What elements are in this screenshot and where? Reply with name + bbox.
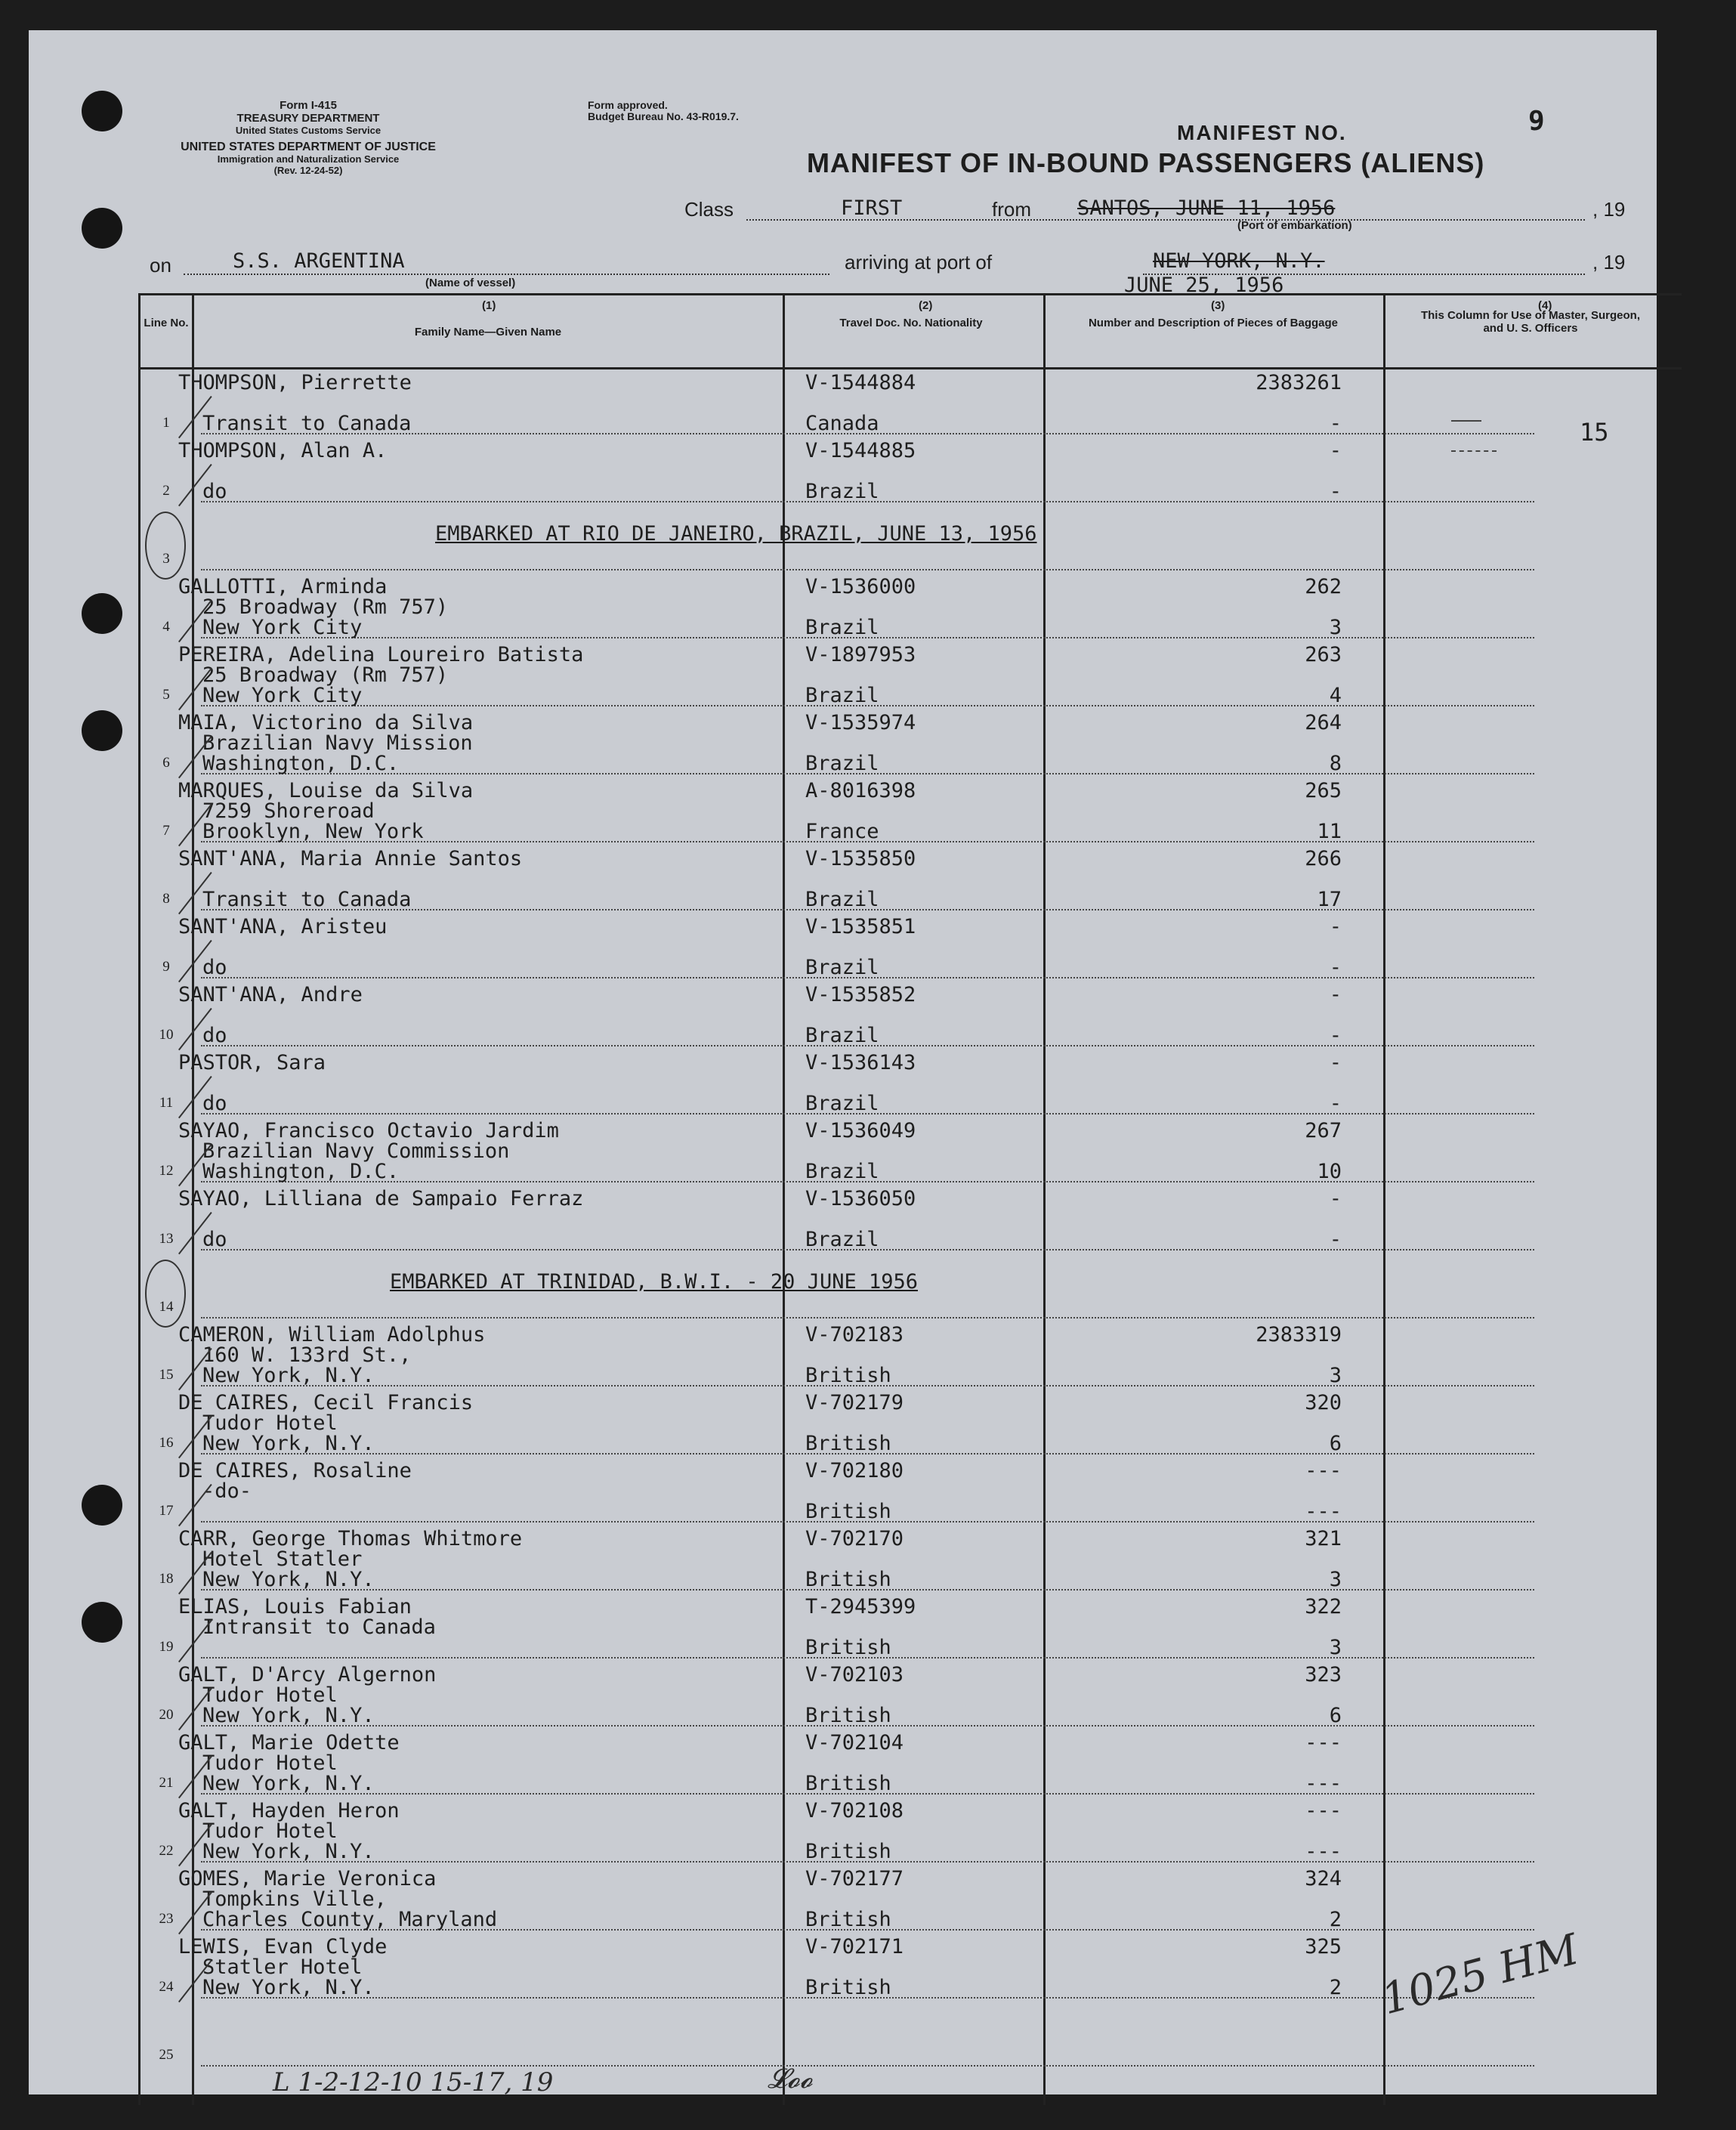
column-divider	[783, 295, 785, 2105]
baggage-pieces: -	[1329, 1228, 1342, 1251]
passenger-address: Brazilian Navy Mission	[202, 731, 473, 755]
passenger-address: Tompkins Ville,	[202, 1887, 387, 1911]
punch-hole	[82, 208, 122, 249]
arrival-date: JUNE 25, 1956	[1124, 274, 1284, 297]
line-number: 18	[159, 1571, 174, 1587]
handwritten-footer: L 1-2-12-10 15-17, 19	[273, 2067, 554, 2098]
passenger-destination: New York City	[202, 684, 363, 707]
baggage-pieces: -	[1329, 480, 1342, 503]
form-identification	[134, 100, 482, 176]
baggage-number: 265	[1305, 779, 1342, 802]
punch-hole	[82, 710, 122, 751]
nationality: Brazil	[805, 888, 879, 911]
baggage-pieces: 3	[1329, 1636, 1342, 1659]
passenger-destination: Washington, D.C.	[202, 1160, 400, 1183]
nationality: British	[805, 1704, 891, 1727]
treasury-dept: TREASURY DEPARTMENT	[236, 111, 380, 125]
baggage-number: ---	[1305, 1459, 1342, 1482]
passenger-name: GALT, Hayden Heron	[178, 1799, 400, 1822]
passenger-destination: Transit to Canada	[202, 888, 412, 911]
passenger-destination: New York, N.Y.	[202, 1364, 375, 1387]
line-number: 7	[162, 823, 170, 839]
passenger-address: Hotel Statler	[202, 1547, 363, 1571]
baggage-pieces: 10	[1317, 1160, 1342, 1183]
passenger-destination: do	[202, 1024, 227, 1047]
punch-hole	[82, 91, 122, 131]
line-number: 1	[162, 415, 170, 431]
line-number: 21	[159, 1775, 174, 1791]
baggage-number: 2383261	[1256, 371, 1342, 394]
immigration-service: Immigration and Naturalization Service	[217, 153, 400, 165]
passenger-address: Tudor Hotel	[202, 1411, 338, 1435]
passenger-name: PASTOR, Sara	[178, 1051, 326, 1074]
passenger-name: MARQUES, Louise da Silva	[178, 779, 474, 802]
nationality: Brazil	[805, 480, 879, 503]
passenger-address: Brazilian Navy Commission	[202, 1139, 510, 1163]
nationality: Brazil	[805, 1228, 879, 1251]
line-number: 17	[159, 1503, 174, 1519]
passenger-name: SANT'ANA, Maria Annie Santos	[178, 847, 523, 870]
circled-line-number	[145, 1260, 186, 1328]
port-of-embarkation: SANTOS, JUNE 11, 1956	[1077, 196, 1336, 220]
embarkation-section-heading: EMBARKED AT RIO DE JANEIRO, BRAZIL, JUNE 13, 1956	[435, 522, 1037, 546]
nationality: Brazil	[805, 956, 879, 979]
col-number: (2)	[919, 299, 933, 312]
line-number: 15	[159, 1367, 174, 1383]
handwritten-signature: 𝓛𝓸𝓸	[768, 2064, 813, 2094]
embarkation-section-heading: EMBARKED AT TRINIDAD, B.W.I. - 20 JUNE 1956	[390, 1270, 918, 1294]
class-value: FIRST	[841, 196, 903, 220]
passenger-destination: New York City	[202, 616, 363, 639]
passenger-name: GALLOTTI, Arminda	[178, 575, 388, 598]
passenger-table	[138, 293, 1682, 2105]
travel-doc-number: T-2945399	[805, 1595, 916, 1618]
nationality: France	[805, 820, 879, 843]
line-number: 10	[159, 1027, 174, 1043]
row-dotted-rule	[201, 569, 1534, 570]
travel-doc-number: V-1535851	[805, 915, 916, 938]
manifest-number: 9	[1528, 106, 1545, 137]
vessel-caption: (Name of vessel)	[425, 277, 516, 289]
travel-doc-number: V-1535850	[805, 847, 916, 870]
on-label: on	[150, 254, 171, 277]
travel-doc-number: V-702171	[805, 1935, 904, 1958]
travel-doc-number: V-1536143	[805, 1051, 916, 1074]
passenger-name: CAMERON, William Adolphus	[178, 1323, 486, 1346]
passenger-address: Tudor Hotel	[202, 1683, 338, 1707]
nationality: British	[805, 1840, 891, 1863]
passenger-name: THOMPSON, Alan A.	[178, 439, 388, 462]
from-label: from	[992, 198, 1031, 221]
passenger-address: Intransit to Canada	[202, 1615, 436, 1639]
nationality: British	[805, 1568, 891, 1591]
travel-doc-number: V-1544885	[805, 439, 916, 462]
baggage-pieces: 2	[1329, 1908, 1342, 1931]
baggage-number: 262	[1305, 575, 1342, 598]
baggage-pieces: -	[1329, 1024, 1342, 1047]
vessel-name: S.S. ARGENTINA	[233, 249, 405, 273]
manifest-page	[29, 30, 1657, 2098]
line-number: 24	[159, 1979, 174, 1995]
baggage-pieces: 6	[1329, 1704, 1342, 1727]
punch-hole	[82, 593, 122, 634]
baggage-number: 323	[1305, 1663, 1342, 1686]
baggage-number: 267	[1305, 1119, 1342, 1142]
baggage-number: 325	[1305, 1935, 1342, 1958]
line-number: 11	[159, 1095, 174, 1111]
passenger-address: 25 Broadway (Rm 757)	[202, 595, 449, 619]
passenger-name: ELIAS, Louis Fabian	[178, 1595, 412, 1618]
justice-dept: UNITED STATES DEPARTMENT OF JUSTICE	[181, 141, 436, 154]
travel-doc-number: V-702183	[805, 1323, 904, 1346]
line-number: 9	[162, 959, 170, 975]
passenger-name: DE CAIRES, Cecil Francis	[178, 1391, 474, 1414]
passenger-name: MAIA, Victorino da Silva	[178, 711, 474, 734]
line-number: 23	[159, 1911, 174, 1927]
baggage-pieces: 3	[1329, 1568, 1342, 1591]
baggage-number: -	[1329, 915, 1342, 938]
line-number: 16	[159, 1435, 174, 1451]
nationality: Canada	[805, 412, 879, 435]
travel-doc-number: V-702179	[805, 1391, 904, 1414]
line-number: 25	[159, 2047, 174, 2063]
passenger-destination: New York, N.Y.	[202, 1568, 375, 1591]
baggage-header: Number and Description of Pieces of Baggage	[1088, 317, 1339, 329]
baggage-number: 266	[1305, 847, 1342, 870]
passenger-name: SAYAO, Francisco Octavio Jardim	[178, 1119, 559, 1142]
baggage-pieces: 3	[1329, 616, 1342, 639]
baggage-pieces: 2	[1329, 1976, 1342, 1999]
passenger-destination: New York, N.Y.	[202, 1772, 375, 1795]
year-label: , 19	[1592, 251, 1626, 274]
passenger-destination: New York, N.Y.	[202, 1432, 375, 1455]
nationality: Brazil	[805, 616, 879, 639]
nationality: British	[805, 1908, 891, 1931]
row-dotted-rule	[201, 2065, 1534, 2067]
line-number: 5	[162, 687, 170, 703]
baggage-pieces: 17	[1317, 888, 1342, 911]
passenger-name: LEWIS, Evan Clyde	[178, 1935, 388, 1958]
baggage-pieces: -	[1329, 412, 1342, 435]
passenger-destination: do	[202, 1092, 227, 1115]
passenger-address: 25 Broadway (Rm 757)	[202, 663, 449, 687]
officer-mark	[1451, 420, 1481, 422]
officers-header: This Column for Use of Master, Surgeon, and U. S. Officers	[1420, 309, 1641, 335]
travel-doc-number: V-702104	[805, 1731, 904, 1754]
vessel-underline	[184, 274, 829, 275]
doc-header: Travel Doc. No. Nationality	[839, 317, 983, 329]
line-number: 13	[159, 1231, 174, 1247]
header-divider	[141, 367, 1682, 369]
line-number: 20	[159, 1707, 174, 1723]
travel-doc-number: V-702170	[805, 1527, 904, 1550]
passenger-address: Tudor Hotel	[202, 1819, 338, 1843]
nationality: British	[805, 1432, 891, 1455]
travel-doc-number: V-702108	[805, 1799, 904, 1822]
class-label: Class	[684, 198, 734, 221]
nationality: British	[805, 1364, 891, 1387]
line-number: 12	[159, 1163, 174, 1179]
customs-service: United States Customs Service	[235, 124, 381, 136]
baggage-number: 322	[1305, 1595, 1342, 1618]
passenger-address: Tudor Hotel	[202, 1751, 338, 1775]
passenger-destination: Washington, D.C.	[202, 752, 400, 775]
baggage-pieces: ---	[1305, 1772, 1342, 1795]
passenger-address: Statler Hotel	[202, 1955, 363, 1979]
baggage-pieces: 4	[1329, 684, 1342, 707]
baggage-pieces: -	[1329, 1092, 1342, 1115]
travel-doc-number: V-1544884	[805, 371, 916, 394]
line-number: 6	[162, 755, 170, 771]
passenger-name: GOMES, Marie Veronica	[178, 1867, 437, 1890]
travel-doc-number: V-702180	[805, 1459, 904, 1482]
punch-hole	[82, 1485, 122, 1526]
col-number: (4)	[1538, 299, 1552, 312]
officer-count: 15	[1580, 418, 1609, 447]
check-mark	[178, 1620, 212, 1662]
travel-doc-number: V-1535974	[805, 711, 916, 734]
passenger-name: SANT'ANA, Aristeu	[178, 915, 388, 938]
passenger-destination: New York, N.Y.	[202, 1840, 375, 1863]
port-embark-caption: (Port of embarkation)	[1237, 219, 1352, 232]
passenger-name: SANT'ANA, Andre	[178, 983, 363, 1006]
nationality: Brazil	[805, 1092, 879, 1115]
passenger-address: 7259 Shoreroad	[202, 799, 375, 823]
passenger-destination: do	[202, 956, 227, 979]
travel-doc-number: A-8016398	[805, 779, 916, 802]
punch-hole	[82, 1602, 122, 1643]
baggage-pieces: 8	[1329, 752, 1342, 775]
baggage-pieces: ---	[1305, 1840, 1342, 1863]
baggage-number: ---	[1305, 1799, 1342, 1822]
travel-doc-number: V-1536050	[805, 1187, 916, 1210]
passenger-name: GALT, Marie Odette	[178, 1731, 400, 1754]
baggage-pieces: 6	[1329, 1432, 1342, 1455]
check-mark	[178, 1484, 212, 1526]
baggage-pieces: 3	[1329, 1364, 1342, 1387]
line-number: 19	[159, 1639, 174, 1655]
passenger-name: PEREIRA, Adelina Loureiro Batista	[178, 643, 584, 666]
approval-text: Form approved.	[588, 99, 668, 111]
travel-doc-number: V-702103	[805, 1663, 904, 1686]
col-number: (3)	[1211, 299, 1225, 312]
line-number: 4	[162, 619, 170, 635]
nationality: British	[805, 1772, 891, 1795]
officer-mark	[1451, 450, 1497, 452]
baggage-number: -	[1329, 1051, 1342, 1074]
passenger-name: SAYAO, Lilliana de Sampaio Ferraz	[178, 1187, 584, 1210]
baggage-number: -	[1329, 983, 1342, 1006]
passenger-destination: Charles County, Maryland	[202, 1908, 498, 1931]
circled-line-number	[145, 512, 186, 580]
line-number: 3	[162, 551, 170, 567]
passenger-name: THOMPSON, Pierrette	[178, 371, 412, 394]
budget-number: Budget Bureau No. 43-R019.7.	[588, 110, 739, 123]
line-number: 14	[159, 1299, 174, 1315]
travel-doc-number: V-1535852	[805, 983, 916, 1006]
baggage-number: 264	[1305, 711, 1342, 734]
baggage-number: 263	[1305, 643, 1342, 666]
passenger-name: CARR, George Thomas Whitmore	[178, 1527, 523, 1550]
baggage-number: ---	[1305, 1731, 1342, 1754]
passenger-destination: Brooklyn, New York	[202, 820, 424, 843]
passenger-name: GALT, D'Arcy Algernon	[178, 1663, 437, 1686]
col-number: (1)	[482, 299, 496, 312]
passenger-destination: New York, N.Y.	[202, 1976, 375, 1999]
baggage-number: -	[1329, 1187, 1342, 1210]
passenger-destination: New York, N.Y.	[202, 1704, 375, 1727]
nationality: Brazil	[805, 684, 879, 707]
nationality: British	[805, 1500, 891, 1523]
baggage-number: 2383319	[1256, 1323, 1342, 1346]
passenger-address: -do-	[202, 1479, 252, 1503]
arrival-port: NEW YORK, N.Y.	[1153, 249, 1325, 273]
baggage-number: -	[1329, 439, 1342, 462]
passenger-address: 160 W. 133rd St.,	[202, 1343, 412, 1367]
name-header: Family Name—Given Name	[414, 326, 562, 339]
manifest-title: MANIFEST OF IN-BOUND PASSENGERS (ALIENS)	[807, 147, 1485, 178]
travel-doc-number: V-702177	[805, 1867, 904, 1890]
year-label: , 19	[1592, 198, 1626, 221]
baggage-number: 321	[1305, 1527, 1342, 1550]
travel-doc-number: V-1536049	[805, 1119, 916, 1142]
passenger-name: DE CAIRES, Rosaline	[178, 1459, 412, 1482]
baggage-pieces: 11	[1317, 820, 1342, 843]
baggage-number: 320	[1305, 1391, 1342, 1414]
line-number: 22	[159, 1843, 174, 1859]
nationality: British	[805, 1976, 891, 1999]
manifest-number-label: MANIFEST NO.	[1177, 121, 1347, 144]
line-no-header: Line No.	[144, 317, 189, 329]
passenger-destination: Transit to Canada	[202, 412, 412, 435]
handwritten-initials: 1025 HM	[1376, 1924, 1584, 2025]
form-revision: (Rev. 12-24-52)	[273, 164, 343, 176]
column-divider	[1043, 295, 1046, 2105]
row-dotted-rule	[201, 1317, 1534, 1318]
column-divider	[1383, 295, 1385, 2105]
line-number: 8	[162, 891, 170, 907]
passenger-destination: do	[202, 1228, 227, 1251]
nationality: Brazil	[805, 1160, 879, 1183]
arriving-label: arriving at port of	[845, 251, 993, 274]
baggage-number: 324	[1305, 1867, 1342, 1890]
nationality: Brazil	[805, 752, 879, 775]
form-number: Form I-415	[280, 99, 337, 112]
form-approval	[588, 100, 739, 123]
nationality: British	[805, 1636, 891, 1659]
baggage-pieces: -	[1329, 956, 1342, 979]
line-number: 2	[162, 483, 170, 499]
travel-doc-number: V-1536000	[805, 575, 916, 598]
passenger-destination: do	[202, 480, 227, 503]
travel-doc-number: V-1897953	[805, 643, 916, 666]
nationality: Brazil	[805, 1024, 879, 1047]
baggage-pieces: ---	[1305, 1500, 1342, 1523]
